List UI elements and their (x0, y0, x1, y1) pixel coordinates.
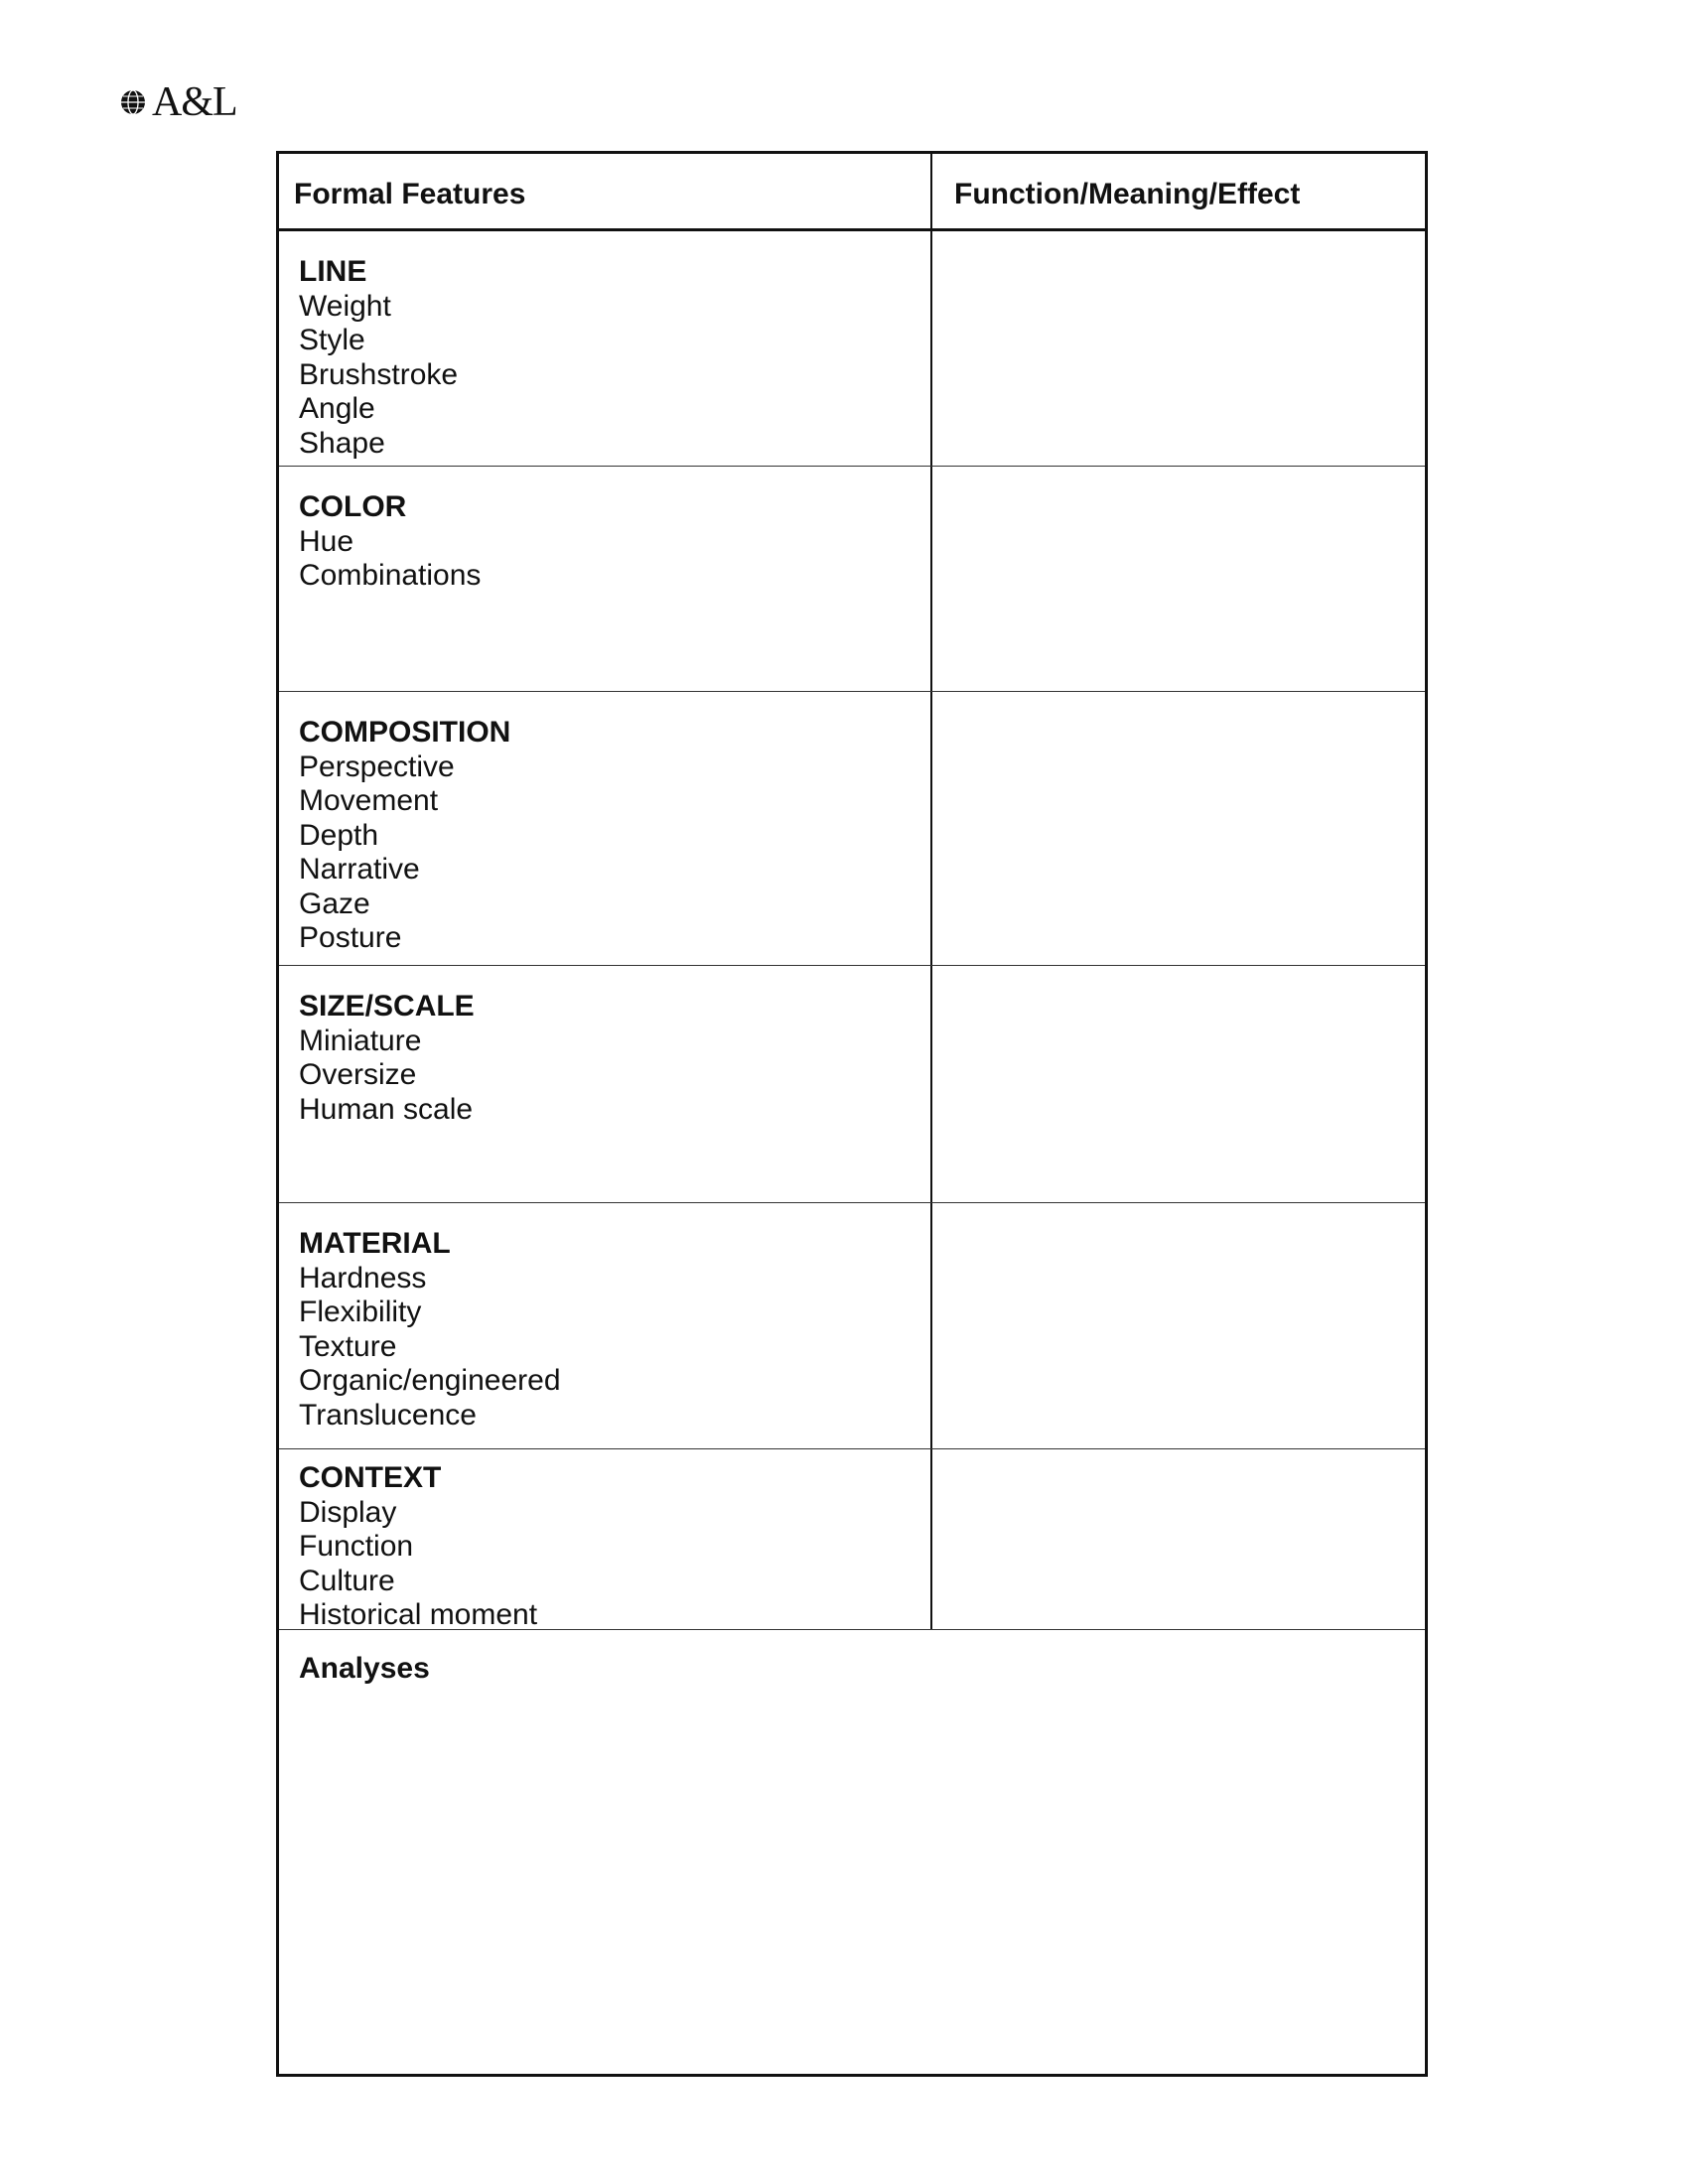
feature-cell-line (279, 231, 932, 466)
feature-item: Miniature (299, 1024, 422, 1057)
feature-item: Shape (299, 426, 385, 460)
feature-item: Brushstroke (299, 357, 459, 391)
response-cell-size-scale[interactable] (932, 966, 1425, 1202)
feature-item: Weight (299, 289, 391, 323)
feature-item: Translucence (299, 1398, 477, 1432)
feature-list-color (299, 490, 481, 594)
feature-item: Posture (299, 921, 402, 954)
feature-item: Style (299, 324, 365, 356)
feature-list-context (299, 1461, 537, 1633)
response-cell-color[interactable] (932, 467, 1425, 691)
table-header-row (279, 154, 1425, 231)
table-row-composition (279, 692, 1425, 966)
feature-item: Movement (299, 784, 439, 817)
table-row-line (279, 231, 1425, 467)
feature-item: Combinations (299, 559, 482, 592)
feature-item: Organic/engineered (299, 1364, 561, 1397)
logo (120, 79, 237, 125)
table-row-color (279, 467, 1425, 692)
feature-item: Texture (299, 1329, 397, 1363)
globe-icon (120, 89, 146, 115)
response-cell-composition[interactable] (932, 692, 1425, 965)
feature-item: Angle (299, 392, 375, 425)
feature-item: Perspective (299, 750, 455, 783)
feature-item: Flexibility (299, 1296, 422, 1328)
analyses-label: Analyses (299, 1652, 430, 1685)
feature-item: Historical moment (299, 1598, 538, 1631)
feature-item: Human scale (299, 1092, 474, 1126)
header-cell-left (279, 154, 932, 228)
feature-item: Oversize (299, 1058, 417, 1091)
feature-item: Function (299, 1530, 414, 1563)
header-formal-features: Formal Features (294, 178, 526, 210)
feature-cell-context (279, 1449, 932, 1629)
feature-title-color: COLOR (299, 490, 407, 523)
feature-item: Depth (299, 818, 379, 852)
feature-cell-composition (279, 692, 932, 965)
feature-cell-size-scale (279, 966, 932, 1202)
feature-title-material: MATERIAL (299, 1227, 451, 1260)
table-row-context (279, 1449, 1425, 1630)
table-row-material (279, 1203, 1425, 1449)
header-function-meaning-effect: Function/Meaning/Effect (954, 178, 1301, 210)
feature-item: Gaze (299, 887, 370, 920)
feature-item: Display (299, 1495, 397, 1529)
feature-list-line (299, 255, 458, 461)
analyses-section[interactable] (279, 1630, 1425, 2074)
response-cell-line[interactable] (932, 231, 1425, 466)
feature-title-size-scale: SIZE/SCALE (299, 990, 475, 1023)
feature-list-material (299, 1227, 561, 1433)
feature-title-composition: COMPOSITION (299, 716, 511, 749)
feature-cell-color (279, 467, 932, 691)
table-row-size-scale (279, 966, 1425, 1203)
feature-item: Narrative (299, 853, 420, 886)
formal-analysis-table (276, 151, 1428, 2077)
feature-item: Hardness (299, 1261, 427, 1295)
logo-text: A&L (152, 79, 237, 125)
header-cell-right (932, 154, 1425, 228)
feature-list-composition (299, 716, 510, 956)
response-cell-context[interactable] (932, 1449, 1425, 1629)
feature-cell-material (279, 1203, 932, 1448)
feature-list-size-scale (299, 990, 475, 1127)
feature-title-line: LINE (299, 255, 367, 288)
response-cell-material[interactable] (932, 1203, 1425, 1448)
feature-item: Culture (299, 1564, 395, 1597)
feature-item: Hue (299, 524, 354, 558)
feature-title-context: CONTEXT (299, 1461, 442, 1494)
